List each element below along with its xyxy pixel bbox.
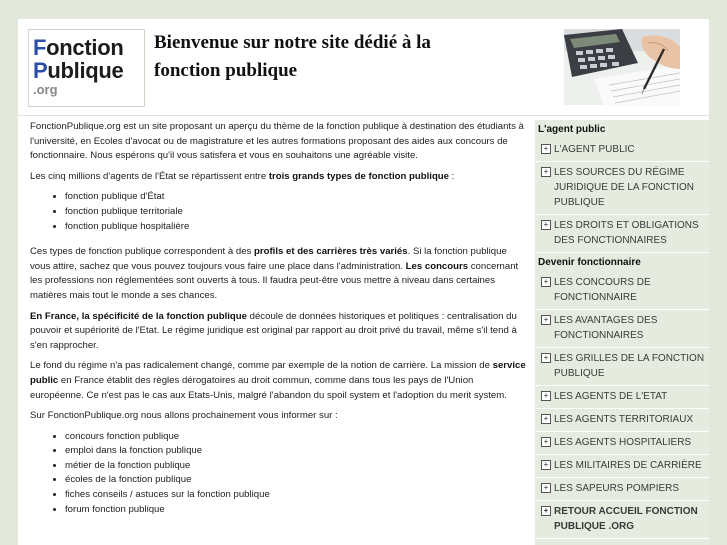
plus-box-icon: + [541, 144, 551, 154]
plus-box-icon: + [541, 506, 551, 516]
sidebar-item-label: LES DROITS ET OBLIGATIONS DES FONCTIONNAIRES [554, 220, 699, 246]
sidebar-item-avantages[interactable] [535, 310, 709, 348]
plus-box-icon: + [541, 437, 551, 447]
list-item: • concours fonction publique [65, 430, 526, 445]
list-item: • écoles de la fonction publique [65, 473, 526, 488]
list-item: • fonction publique d'État [65, 190, 526, 205]
sidebar-heading-devenir-fonctionnaire: Devenir fonctionnaire [538, 257, 641, 268]
sidebar-item-label: LES GRILLES DE LA FONCTION PUBLIQUE [554, 353, 705, 379]
plus-box-icon: + [541, 483, 551, 493]
upcoming-list [30, 430, 526, 518]
list-item: • fiches conseils / astuces sur la fonction publique [65, 488, 526, 503]
plus-box-icon: + [541, 414, 551, 424]
list-item: • forum fonction publique [65, 503, 526, 518]
sidebar-item-agents-hospitaliers[interactable] [535, 432, 709, 455]
sidebar-item-label: LES CONCOURS DE FONCTIONNAIRE [554, 277, 651, 303]
sidebar-item-agents-etat[interactable] [535, 386, 709, 409]
sidebar-item-concours[interactable] [535, 272, 709, 310]
sidebar-item-agent-public[interactable] [535, 139, 709, 162]
sidebar-item-droits-obligations[interactable] [535, 215, 709, 253]
sidebar-item-label: RETOUR ACCUEIL FONCTION PUBLIQUE .ORG [554, 506, 698, 532]
plus-box-icon: + [541, 353, 551, 363]
sidebar-item-militaires[interactable] [535, 455, 709, 478]
types-list [30, 190, 526, 234]
plus-box-icon: + [541, 167, 551, 177]
list-item: • fonction publique hospitalière [65, 220, 526, 235]
logo-line-2: Publique [33, 58, 124, 83]
list-item: • emploi dans la fonction publique [65, 444, 526, 459]
sidebar-item-label: LES AGENTS DE L'ETAT [554, 391, 668, 402]
types-intro-paragraph: Les cinq millions d'agents de l'État se répartissent entre trois grands types de fonction publique : [30, 170, 455, 182]
page [18, 0, 709, 545]
plus-box-icon: + [541, 391, 551, 401]
sidebar-item-label: LES AGENTS HOSPITALIERS [554, 437, 692, 448]
regime-paragraph: Le fond du régime n'a pas radicalement changé, comme par exemple de la notion de carrière. La mission de service public en France établit des règles dérogatoires au droit commun, comme dans tous les pays de l'Union européenne. Ce n'est pas le cas aux Etats-Unis, malgré l'abandon du spoil system et l'adoption du merit system. [30, 360, 526, 401]
site-logo[interactable] [28, 29, 145, 107]
logo-line-3: .org [33, 82, 58, 97]
sidebar-item-label: LES SAPEURS POMPIERS [554, 483, 680, 494]
plus-box-icon: + [541, 277, 551, 287]
plus-box-icon: + [541, 220, 551, 230]
site-header [18, 19, 709, 116]
sidebar-item-label: L'AGENT PUBLIC [554, 144, 635, 155]
sidebar-item-label: LES SOURCES DU RÉGIME JURIDIQUE DE LA FONCTION PUBLIQUE [554, 167, 695, 208]
list-item: • métier de la fonction publique [65, 459, 526, 474]
plus-box-icon: + [541, 460, 551, 470]
sidebar-item-grilles[interactable] [535, 348, 709, 386]
page-headline: Bienvenue sur notre site dédié à la fonction publique [154, 32, 431, 81]
plus-box-icon: + [541, 315, 551, 325]
profiles-paragraph: Ces types de fonction publique correspondent à des profils et des carrières très variés. Si la fonction publique vous attire, sachez que vous pouvez toujours vous faire une place dans l'administration. Les concours concernant les professions non réglementées sont ouverts à tous. Il faudra peut-être vous mettre à niveau dans certaines matières mais tout le monde a ses chances. [30, 246, 519, 301]
logo-line-1: Fonction [33, 35, 124, 60]
sidebar-item-label: LES AVANTAGES DES FONCTIONNAIRES [554, 315, 658, 341]
calculator-hand-image [564, 29, 680, 105]
upcoming-intro-paragraph: Sur FonctionPublique.org nous allons prochainement vous informer sur : [30, 410, 338, 422]
sidebar-item-agents-territoriaux[interactable] [535, 409, 709, 432]
sidebar-item-sources-regime[interactable] [535, 162, 709, 215]
sidebar-heading-agent-public: L'agent public [538, 124, 606, 135]
sidebar-item-sapeurs-pompiers[interactable] [535, 478, 709, 501]
specificity-paragraph: En France, la spécificité de la fonction publique découle de données historiques et politiques : centralisation du pouvoir et supériorité de l'Etat. Le régime juridique est original par rapport au droit privé du travail, même s'il tend à s'en rapprocher. [30, 310, 517, 351]
top-band [18, 0, 709, 19]
sidebar-item-label: LES AGENTS TERRITORIAUX [554, 414, 694, 425]
sidebar-item-label: LES MILITAIRES DE CARRIÈRE [554, 460, 702, 471]
list-item: • fonction publique territoriale [65, 205, 526, 220]
sidebar-item-retour-accueil[interactable] [535, 501, 709, 539]
intro-paragraph: FonctionPublique.org est un site proposant un aperçu du thème de la fonction publique à destination des étudiants à l'université, en Ecoles d'avocat ou de magistrature et les autres formations proposant des aides aux concours de fonctionnaire. Nous espérons qu'il vous satisfera et vous en souhaitons une agréable visite. [30, 121, 524, 162]
sidebar [535, 120, 709, 545]
main-content [30, 120, 526, 517]
